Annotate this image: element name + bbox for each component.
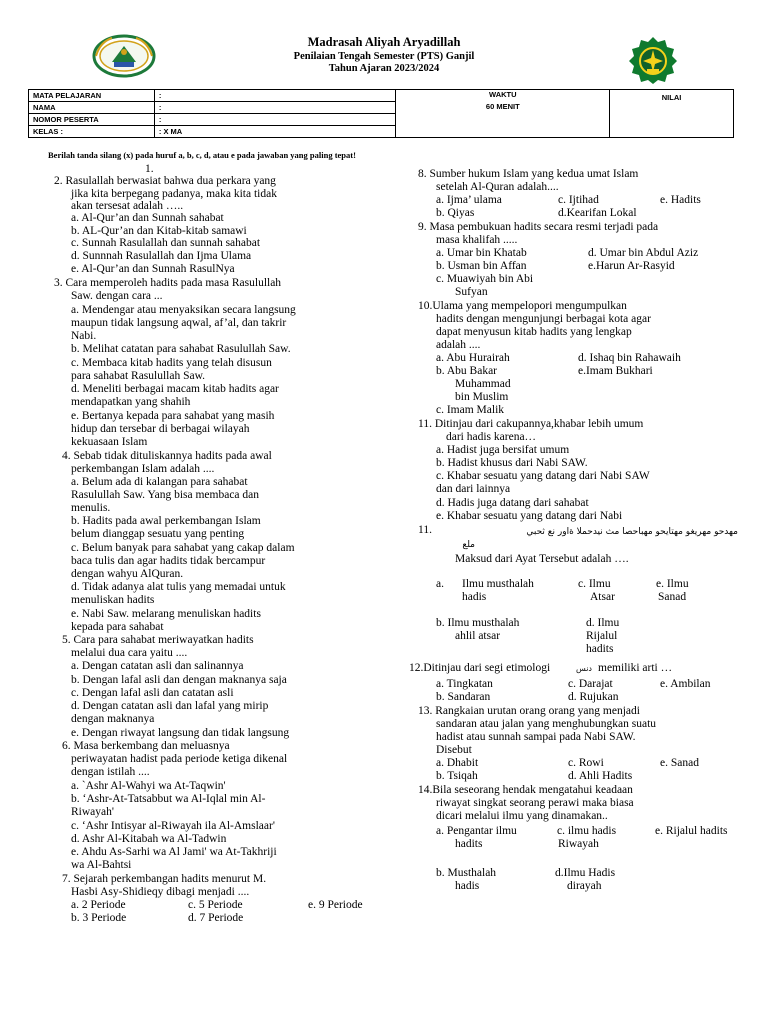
- question-text-line: hadis: [462, 591, 487, 603]
- question-text-line: d. Ishaq bin Rahawaih: [578, 352, 681, 364]
- question-text-line: perkembangan Islam adalah ....: [71, 463, 215, 475]
- question-text-line: jika kita berpegang padanya, maka kita tidak: [71, 188, 277, 200]
- arabic-ayat-line-2: ملع: [462, 540, 475, 550]
- question-text-line: baca tulis dan agar hadits tidak bercampur: [71, 555, 266, 567]
- question-text-line: e. Ambilan: [660, 678, 711, 690]
- question-text-line: 11. Ditinjau dari cakupannya,khabar lebih umum: [418, 418, 644, 430]
- question-text-line: ahlil atsar: [455, 630, 501, 642]
- question-text-line: masa khalifah .....: [436, 234, 518, 246]
- question-text-line: periwayatan hadist pada periode ketiga dikenal: [71, 753, 288, 765]
- question-text-line: dapat menyusun kitab hadits yang lengkap: [436, 326, 632, 338]
- mata-pelajaran-field[interactable]: :: [154, 90, 396, 102]
- question-text-line: Saw. dengan cara ...: [71, 290, 163, 302]
- question-text-line: c. Khabar sesuatu yang datang dari Nabi SAW: [436, 470, 650, 482]
- instruction-text: Berilah tanda silang (x) pada huruf a, b, c, d, atau e pada jawaban yang paling tepat!: [48, 150, 356, 160]
- question-text-line: dan dari lainnya: [436, 483, 511, 495]
- question-text-line: 8. Sumber hukum Islam yang kedua umat Islam: [418, 168, 639, 180]
- question-text-line: maupun tidak langsung aqwal, af’al, dan takrir: [71, 317, 287, 329]
- question-text-line: b. Usman bin Affan: [436, 260, 527, 272]
- question-text-line: c. Imam Malik: [436, 404, 505, 416]
- school-name: Madrasah Aliyah Aryadillah: [307, 35, 461, 49]
- question-text-line: c. Belum banyak para sahabat yang cakap dalam: [71, 542, 295, 554]
- question-text-line: hadist atau sunnah sampai pada Nabi SAW.: [436, 731, 636, 743]
- question-text-line: d. Hadis juga datang dari sahabat: [436, 497, 589, 509]
- question-text-line: melalui dua cara yaitu ....: [71, 647, 188, 659]
- ministry-emblem-right: [628, 36, 678, 84]
- waktu-label: WAKTU: [396, 90, 610, 102]
- question-text-line: a. Dengan catatan asli dan salinannya: [71, 660, 244, 672]
- question-text-line: sandaran atau jalan yang menghubungkan suatu: [436, 718, 657, 730]
- question-text-line: Muhammad: [455, 378, 511, 390]
- nomor-peserta-label: NOMOR PESERTA: [29, 114, 155, 126]
- question-text-line: a. 2 Periode: [71, 899, 126, 911]
- question-text-line: a.: [436, 578, 444, 590]
- question-text-line: b. Qiyas: [436, 207, 475, 219]
- question-text-line: b. Melihat catatan para sahabat Rasulullah Saw.: [71, 343, 291, 355]
- question-text-line: menulis.: [71, 502, 111, 514]
- question-text-line: hadits dengan mengunjungi berbagai kota agar: [436, 313, 651, 325]
- question-text-line: d. Sunnnah Rasulallah dan Ijma Ulama: [71, 250, 252, 262]
- question-text-line: Hasbi Asy-Shidieqy dibagi menjadi ....: [71, 886, 250, 898]
- question-text-line: 5. Cara para sahabat meriwayatkan hadits: [62, 634, 254, 646]
- question-text-line: e. Dengan riwayat langsung dan tidak langsung: [71, 727, 290, 739]
- question-text-line: e. Al-Qur’an dan Sunnah RasulNya: [71, 263, 235, 275]
- question-text-line: c. Rowi: [568, 757, 604, 769]
- question-text-line: 7. Sejarah perkembangan hadits menurut M.: [62, 873, 267, 885]
- question-text-line: c. Membaca kitab hadits yang telah disusun: [71, 357, 272, 369]
- nilai-label: NILAI: [661, 93, 682, 102]
- nama-field[interactable]: :: [154, 102, 396, 114]
- question-text-line: hadis: [455, 880, 480, 892]
- question-text-line: d.Ilmu Hadis: [555, 867, 616, 879]
- question-text-line: b. Abu Bakar: [436, 365, 498, 377]
- question-text-line: e. Sanad: [660, 757, 699, 769]
- question-text-line: 2. Rasulallah berwasiat bahwa dua perkara yang: [54, 175, 276, 187]
- question-text-line: 9. Masa pembukuan hadits secara resmi terjadi pada: [418, 221, 659, 233]
- question-text-line: a. Pengantar ilmu: [436, 825, 517, 837]
- question-text-line: a. `Ashr Al-Wahyi wa At-Taqwin': [71, 780, 226, 792]
- academic-year: Tahun Ajaran 2023/2024: [328, 63, 440, 74]
- question-text-line: b. AL-Qur’an dan Kitab-kitab samawi: [71, 225, 247, 237]
- question-text-line: e. Khabar sesuatu yang datang dari Nabi: [436, 510, 623, 522]
- question-text-line: Disebut: [436, 744, 472, 756]
- question-text-line: e. Ahdu As-Sarhi wa Al Jami' wa At-Takhriji: [71, 846, 277, 858]
- question-text-line: b. Ilmu musthalah: [436, 617, 520, 629]
- question-text-line: a. Al-Qur’an dan Sunnah sahabat: [71, 212, 224, 224]
- question-text-line: e.Harun Ar-Rasyid: [588, 260, 675, 272]
- question-text-line: a. Hadist juga bersifat umum: [436, 444, 570, 456]
- question-text-line: e.Imam Bukhari: [578, 365, 653, 377]
- exam-title: Penilaian Tengah Semester (PTS) Ganjil: [293, 51, 475, 62]
- question-text-line: 1.: [145, 163, 154, 175]
- question-text-line: 14.Bila seseorang hendak mengatahui keadaan: [418, 784, 633, 796]
- question-text-line: hadits: [455, 838, 483, 850]
- question-text-line: Atsar: [590, 591, 615, 603]
- question-text-line: b. Hadits pada awal perkembangan Islam: [71, 515, 261, 527]
- question-text-line: hidup dan tersebar di berbagai wilayah: [71, 423, 250, 435]
- question-text-line: d. Umar bin Abdul Aziz: [588, 247, 699, 259]
- question-text-line: Sanad: [658, 591, 687, 603]
- question-text-line: 6. Masa berkembang dan meluasnya: [62, 740, 230, 752]
- question-text-line: Rijalul: [586, 630, 618, 642]
- question-text-line: Nabi.: [71, 330, 97, 342]
- question-text-line: c. ‘Ashr Intisyar al-Riwayah ila Al-Amslaar': [71, 820, 275, 832]
- question-text-line: menuliskan hadits: [71, 594, 155, 606]
- waktu-value: 60 MENIT: [396, 102, 610, 138]
- question-text-line: 3. Cara memperoleh hadits pada masa Rasulullah: [54, 277, 282, 289]
- question-text-line: Riwayah': [71, 806, 114, 818]
- question-text-line: a. Tingkatan: [436, 678, 493, 690]
- question-text-line: Sufyan: [455, 286, 488, 298]
- question-text-line: para sahabat Rasulullah Saw.: [71, 370, 206, 382]
- arabic-etimologi-word: دنس: [576, 664, 592, 673]
- question-text-line: e. Rijalul hadits: [655, 825, 728, 837]
- question-text-line: c. Sunnah Rasulallah dan sunnah sahabat: [71, 237, 261, 249]
- question-text-line: dari hadis karena…: [446, 431, 537, 443]
- question-text-line: riwayat singkat seorang perawi maka biasa: [436, 797, 634, 809]
- question-text-line: kekuasaan Islam: [71, 436, 148, 448]
- question-text-line: 12.Ditinjau dari segi etimologi: [409, 662, 551, 674]
- question-text-line: c. ilmu hadis: [557, 825, 617, 837]
- question-text-line: a. Belum ada di kalangan para sahabat: [71, 476, 248, 488]
- question-text-line: 4. Sebab tidak dituliskannya hadits pada awal: [62, 450, 272, 462]
- question-text-line: belum dianggap sesuatu yang penting: [71, 528, 245, 540]
- question-text-line: d. 7 Periode: [188, 912, 244, 924]
- question-text-line: Riwayah: [558, 838, 599, 850]
- question-text-line: hadits: [586, 643, 614, 655]
- question-text-line: c. Darajat: [568, 678, 613, 690]
- question-text-line: e. Nabi Saw. melarang menuliskan hadits: [71, 608, 261, 620]
- question-text-line: setelah Al-Quran adalah....: [436, 181, 559, 193]
- school-emblem-left: [92, 34, 156, 78]
- question-text-line: b. Dengan lafal asli dan dengan maknanya saja: [71, 674, 287, 686]
- question-text-line: c. Ijtihad: [558, 194, 599, 206]
- question-text-line: kepada para sahabat: [71, 621, 164, 633]
- question-text-line: adalah ....: [436, 339, 481, 351]
- question-text-line: 13. Rangkaian urutan orang orang yang menjadi: [418, 705, 640, 717]
- question-text-line: b. Tsiqah: [436, 770, 478, 782]
- question-text-line: wa Al-Bahtsi: [71, 859, 132, 871]
- question-text-line: a. Abu Hurairah: [436, 352, 510, 364]
- question-text-line: dengan maknanya: [71, 713, 155, 725]
- question-text-line: bin Muslim: [455, 391, 509, 403]
- question-text-line: b. Sandaran: [436, 691, 491, 703]
- question-text-line: dicari melalui ilmu yang dinamakan..: [436, 810, 608, 822]
- question-text-line: mendapatkan yang shahih: [71, 396, 191, 408]
- question-text-line: d. Meneliti berbagai macam kitab hadits agar: [71, 383, 279, 395]
- student-info-table: [28, 89, 734, 138]
- question-text-line: 11.: [418, 524, 432, 536]
- question-text-line: e. Bertanya kepada para sahabat yang masih: [71, 410, 275, 422]
- question-text-line: Rasulullah Saw. Yang bisa membaca dan: [71, 489, 260, 501]
- question-text-line: Ilmu musthalah: [462, 578, 534, 590]
- nilai-box[interactable]: [610, 90, 734, 138]
- question-text-line: Maksud dari Ayat Tersebut adalah ….: [455, 553, 629, 565]
- mata-pelajaran-label: MATA PELAJARAN: [29, 90, 155, 102]
- nama-label: NAMA: [29, 102, 155, 114]
- question-text-line: dirayah: [567, 880, 602, 892]
- question-text-line: dengan istilah ....: [71, 766, 150, 778]
- question-text-line: e. Hadits: [660, 194, 701, 206]
- question-text-line: d. Dengan catatan asli dan lafal yang mirip: [71, 700, 269, 712]
- kelas-label: KELAS :: [29, 126, 155, 138]
- question-text-line: a. Ijma’ ulama: [436, 194, 502, 206]
- question-text-line: akan tersesat adalah …..: [71, 200, 184, 212]
- question-text-line: e. Ilmu: [656, 578, 689, 590]
- question-text-line: c. 5 Periode: [188, 899, 243, 911]
- kelas-field: : X MA: [154, 126, 396, 138]
- question-text-line: b. ‘Ashr-At-Tatsabbut wa Al-Iqlal min Al-: [71, 793, 266, 805]
- question-text-line: c. Ilmu: [578, 578, 611, 590]
- question-text-line: d. Tidak adanya alat tulis yang memadai untuk: [71, 581, 286, 593]
- question-text-line: d.Kearifan Lokal: [558, 207, 637, 219]
- question-text-line: c. Dengan lafal asli dan catatan asli: [71, 687, 234, 699]
- question-text-line: b. Hadist khusus dari Nabi SAW.: [436, 457, 588, 469]
- question-text-line: 10.Ulama yang mempelopori mengumpulkan: [418, 300, 627, 312]
- question-text-line: d. Rujukan: [568, 691, 619, 703]
- arabic-ayat-line-1: مهدحو مهريغو مهتايحو مهباحصا مث نيدحملا ةاور نع ثحبي: [526, 527, 738, 537]
- question-text-line: b. 3 Periode: [71, 912, 127, 924]
- question-text-line: a. Dhabit: [436, 757, 479, 769]
- question-text-line: dengan wahyu AlQuran.: [71, 568, 184, 580]
- question-text-line: memiliki arti …: [598, 662, 673, 674]
- question-text-line: c. Muawiyah bin Abi: [436, 273, 534, 285]
- question-text-line: e. 9 Periode: [308, 899, 363, 911]
- nomor-peserta-field[interactable]: :: [154, 114, 396, 126]
- question-text-line: d. Ahli Hadits: [568, 770, 633, 782]
- question-text-line: b. Musthalah: [436, 867, 497, 879]
- question-text-line: a. Umar bin Khatab: [436, 247, 527, 259]
- question-text-line: d. Ilmu: [586, 617, 620, 629]
- question-text-line: d. Ashr Al-Kitabah wa Al-Tadwin: [71, 833, 227, 845]
- question-text-line: a. Mendengar atau menyaksikan secara langsung: [71, 304, 296, 316]
